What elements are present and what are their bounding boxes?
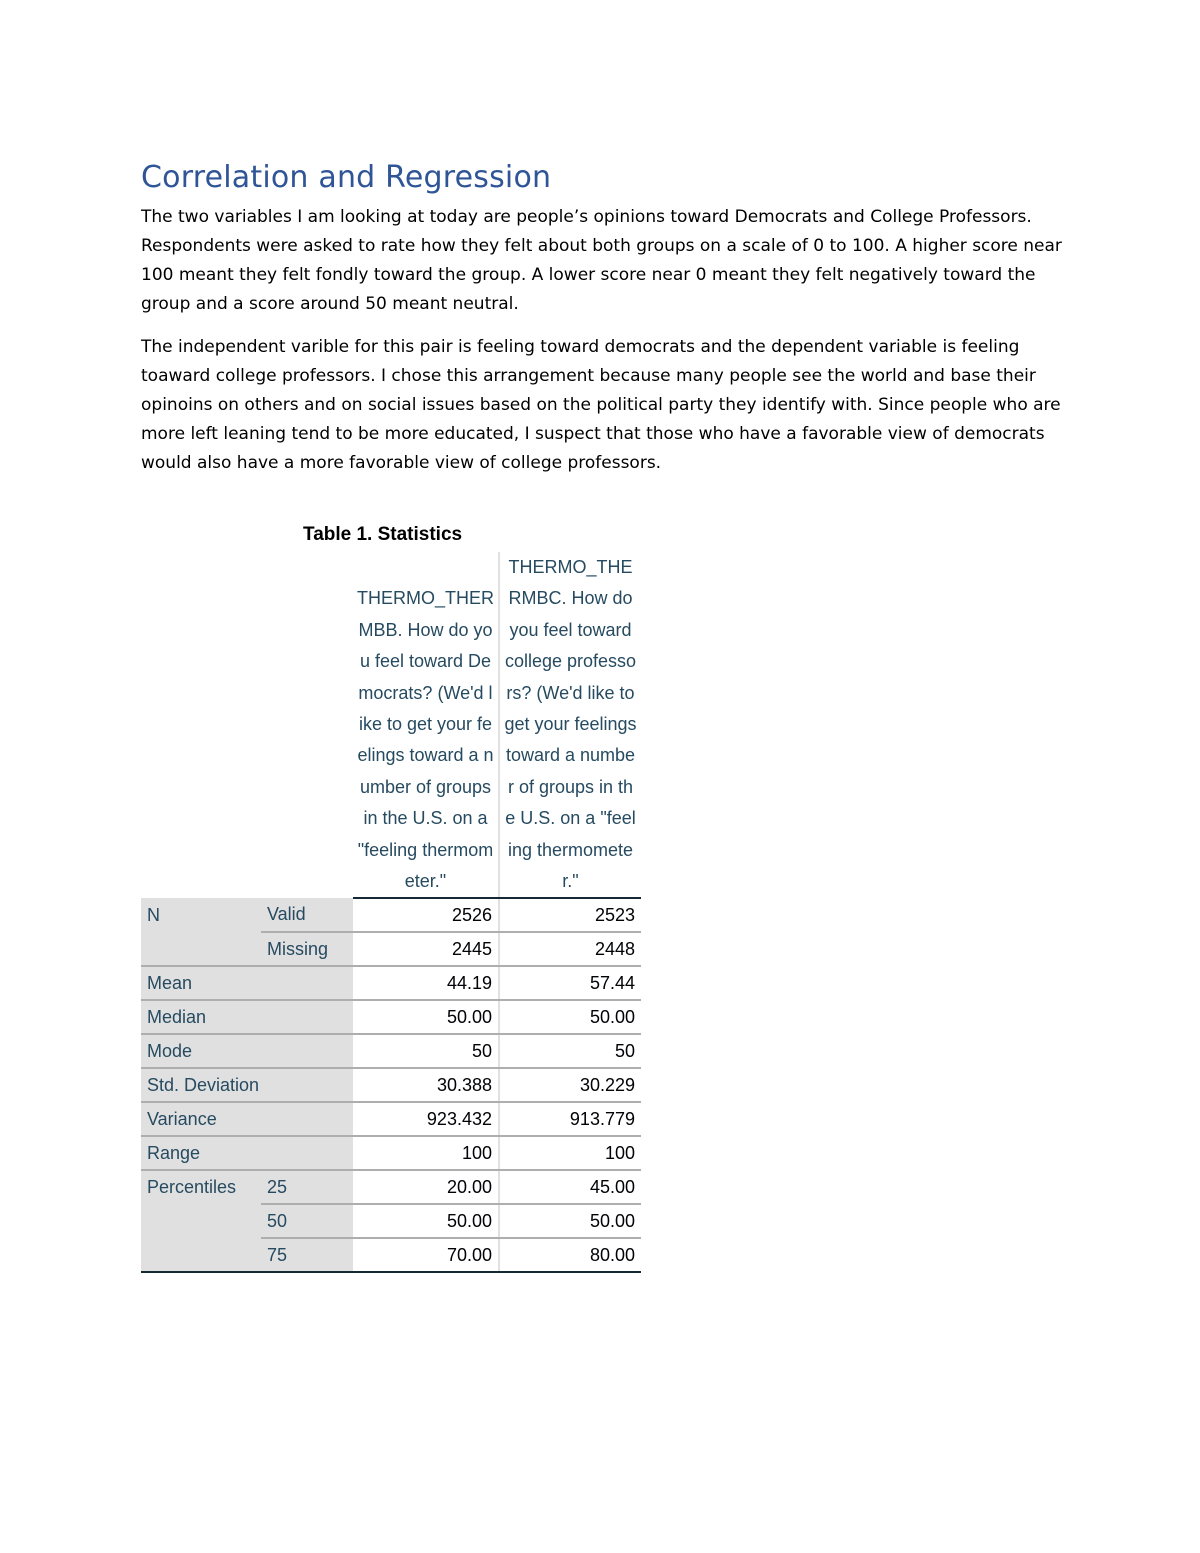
row-label: Mean bbox=[141, 966, 353, 1000]
value-professors: 913.779 bbox=[499, 1102, 641, 1136]
row-label bbox=[141, 932, 261, 966]
value-professors: 2448 bbox=[499, 932, 641, 966]
row-sublabel: 25 bbox=[261, 1170, 353, 1204]
table-row bbox=[141, 1102, 641, 1136]
table-row bbox=[141, 1170, 641, 1204]
value-professors: 45.00 bbox=[499, 1170, 641, 1204]
value-professors: 57.44 bbox=[499, 966, 641, 1000]
table-row bbox=[141, 1068, 641, 1102]
value-professors: 80.00 bbox=[499, 1238, 641, 1272]
row-label bbox=[141, 1238, 261, 1272]
row-sublabel: 75 bbox=[261, 1238, 353, 1272]
table-row bbox=[141, 1238, 641, 1272]
column-header-professors: THERMO_THERMBC. How do you feel toward college professors? (We'd like to get your feelings toward a number of groups in the U.S. on a "feeling thermometer." bbox=[499, 552, 641, 898]
value-professors: 30.229 bbox=[499, 1068, 641, 1102]
table-caption: Table 1. Statistics bbox=[303, 524, 463, 545]
value-democrats: 44.19 bbox=[353, 966, 499, 1000]
table-row bbox=[141, 932, 641, 966]
row-sublabel: 50 bbox=[261, 1204, 353, 1238]
header-blank-cell bbox=[141, 552, 353, 898]
value-democrats: 50 bbox=[353, 1034, 499, 1068]
value-professors: 50.00 bbox=[499, 1000, 641, 1034]
value-professors: 2523 bbox=[499, 898, 641, 932]
table-header-row bbox=[141, 552, 641, 898]
column-header-democrats: THERMO_THERMBB. How do you feel toward Democrats? (We'd like to get your feelings toward a number of groups in the U.S. on a "feeling thermometer." bbox=[353, 552, 499, 898]
statistics-table bbox=[141, 552, 641, 1273]
row-sublabel: Missing bbox=[261, 932, 353, 966]
row-label: N bbox=[141, 898, 261, 932]
table-row bbox=[141, 1034, 641, 1068]
value-professors: 50.00 bbox=[499, 1204, 641, 1238]
value-democrats: 70.00 bbox=[353, 1238, 499, 1272]
table-row bbox=[141, 966, 641, 1000]
value-democrats: 2526 bbox=[353, 898, 499, 932]
table-row bbox=[141, 898, 641, 932]
row-label: Variance bbox=[141, 1102, 353, 1136]
value-democrats: 20.00 bbox=[353, 1170, 499, 1204]
variables-paragraph: The independent varible for this pair is feeling toward democrats and the dependent variable is feeling toaward college professors. I chose this arrangement because many people see the world and base their opinoins on others and on social issues based on the political party they identify with. Since people who are more left leaning tend to be more educated, I suspect that those who have a favorable view of democrats would also have a more favorable view of college professors. bbox=[141, 337, 1061, 473]
table-row bbox=[141, 1136, 641, 1170]
row-label bbox=[141, 1204, 261, 1238]
table-row bbox=[141, 1204, 641, 1238]
row-label: Std. Deviation bbox=[141, 1068, 353, 1102]
value-professors: 50 bbox=[499, 1034, 641, 1068]
value-democrats: 50.00 bbox=[353, 1204, 499, 1238]
value-democrats: 30.388 bbox=[353, 1068, 499, 1102]
row-label: Percentiles bbox=[141, 1170, 261, 1204]
row-label: Mode bbox=[141, 1034, 353, 1068]
value-democrats: 923.432 bbox=[353, 1102, 499, 1136]
row-sublabel: Valid bbox=[261, 898, 353, 932]
table-row bbox=[141, 1000, 641, 1034]
row-label: Median bbox=[141, 1000, 353, 1034]
row-label: Range bbox=[141, 1136, 353, 1170]
value-democrats: 50.00 bbox=[353, 1000, 499, 1034]
page-title: Correlation and Regression bbox=[141, 160, 552, 195]
value-democrats: 2445 bbox=[353, 932, 499, 966]
value-democrats: 100 bbox=[353, 1136, 499, 1170]
value-professors: 100 bbox=[499, 1136, 641, 1170]
intro-paragraph: The two variables I am looking at today are people’s opinions toward Democrats and College Professors. Respondents were asked to rate how they felt about both groups on a scale of 0 to 100. A higher score near 100 meant they felt fondly toward the group. A lower score near 0 meant they felt negatively toward the group and a score around 50 meant neutral. bbox=[141, 207, 1062, 314]
